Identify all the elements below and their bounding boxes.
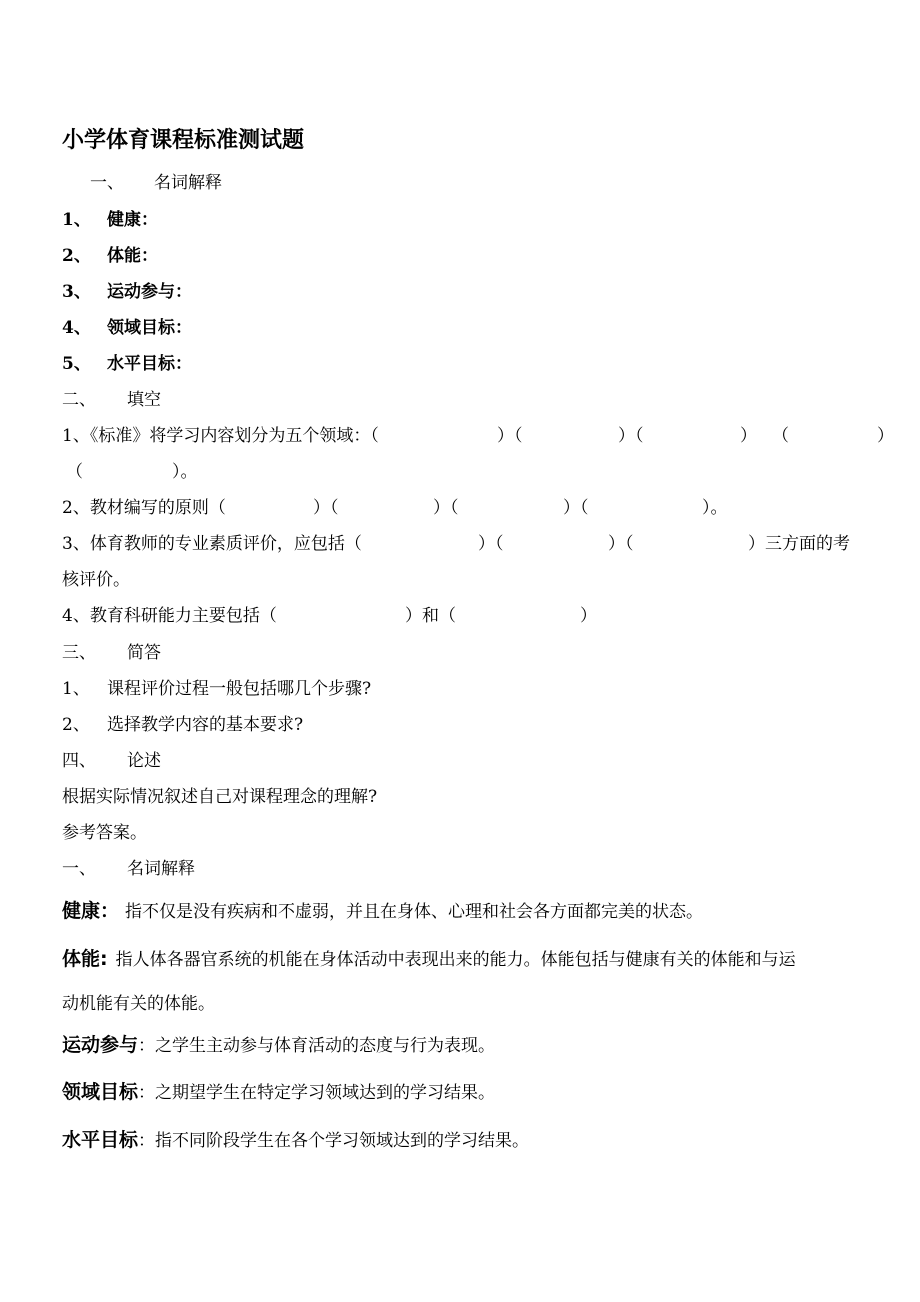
section1-item-text: 领域目标： [107,318,192,338]
section1-item-number: 3、 [62,282,91,302]
answer-term: 健康： [62,900,120,922]
answer-definition: ：之期望学生在特定学习领域达到的学习结果。 [138,1083,496,1103]
section1-item-number: 2、 [62,246,91,266]
fill-blank-bracket: （ [66,462,83,482]
section1-item-text: 水平目标： [107,354,192,374]
fill-blank-bracket: ） [740,426,757,446]
section1-item-number: 1、 [62,210,91,230]
section3-heading: 简答 [127,643,161,663]
fill-blank-bracket: （ [772,426,789,446]
fill-question-4: 4、教育科研能力主要包括（ [62,606,277,626]
answer-term: 水平目标 [62,1129,139,1151]
fill-blank-bracket: ）（ [618,426,644,446]
answer-definition: ：指不同阶段学生在各个学习领域达到的学习结果。 [138,1131,530,1151]
fill-blank-bracket: ）（ [478,534,504,554]
section1-item-text: 健康： [107,210,158,230]
answers-heading-number: 一、 [62,859,96,879]
answer-definition: ：之学生主动参与体育活动的态度与行为表现。 [138,1036,496,1056]
section3-item-text: 课程评价过程一般包括哪几个步骤? [107,679,372,699]
fill-blank-bracket: ）。 [172,462,198,482]
fill-blank-bracket: ）和（ [405,606,456,626]
answer-term: 领域目标 [62,1081,139,1103]
fill-blank-bracket: ）（ [608,534,634,554]
fill-blank-bracket: ） [877,426,894,446]
answer-row [62,1077,495,1104]
section1-heading-number: 一、 [90,173,124,193]
answer-row [62,944,796,971]
fill-question-3: 3、体育教师的专业素质评价，应包括（ [62,534,362,554]
section4-heading-number: 四、 [62,751,96,771]
fill-blank-bracket: ）（ [497,426,523,446]
section1-item-text: 体能： [107,246,158,266]
answer-definition: 指人体各器官系统的机能在身体活动中表现出来的能力。体能包括与健康有关的体能和与运 [115,950,796,970]
fill-blank-bracket: ）。 [702,498,728,518]
fill-question-1: 1、《标准》将学习内容划分为五个领域：（ [62,426,379,446]
section1-heading: 名词解释 [154,173,222,193]
fill-blank-bracket: ）三方面的考 [748,534,850,554]
section4-question: 根据实际情况叙述自己对课程理念的理解? [62,787,378,807]
section3-item-text: 选择教学内容的基本要求? [107,715,304,735]
answer-definition-cont: 动机能有关的体能。 [62,994,215,1014]
fill-blank-bracket: ）（ [433,498,459,518]
section3-item-number: 1、 [62,679,90,699]
section3-heading-number: 三、 [62,643,96,663]
section3-item-number: 2、 [62,715,90,735]
section1-item-number: 4、 [62,318,91,338]
fill-question-3-cont: 核评价。 [62,570,130,590]
fill-blank-bracket: ） [580,606,597,626]
answer-term: 运动参与 [62,1034,139,1056]
answer-term: 体能: [62,948,108,970]
fill-question-2: 2、教材编写的原则（ [62,498,226,518]
section4-heading: 论述 [127,751,161,771]
answer-row [62,1030,495,1057]
fill-blank-bracket: ）（ [313,498,339,518]
section1-item-text: 运动参与： [107,282,192,302]
answer-row [62,1125,529,1152]
section2-heading: 填空 [127,390,161,410]
fill-blank-bracket: ）（ [563,498,589,518]
section2-heading-number: 二、 [62,390,96,410]
page-title: 小学体育课程标准测试题 [62,128,305,153]
section1-item-number: 5、 [62,354,91,374]
answer-row [62,896,703,923]
answers-heading: 名词解释 [127,859,195,879]
answer-definition: 指不仅是没有疾病和不虚弱，并且在身体、心理和社会各方面都完美的状态。 [125,902,704,922]
answers-label: 参考答案。 [62,823,147,843]
